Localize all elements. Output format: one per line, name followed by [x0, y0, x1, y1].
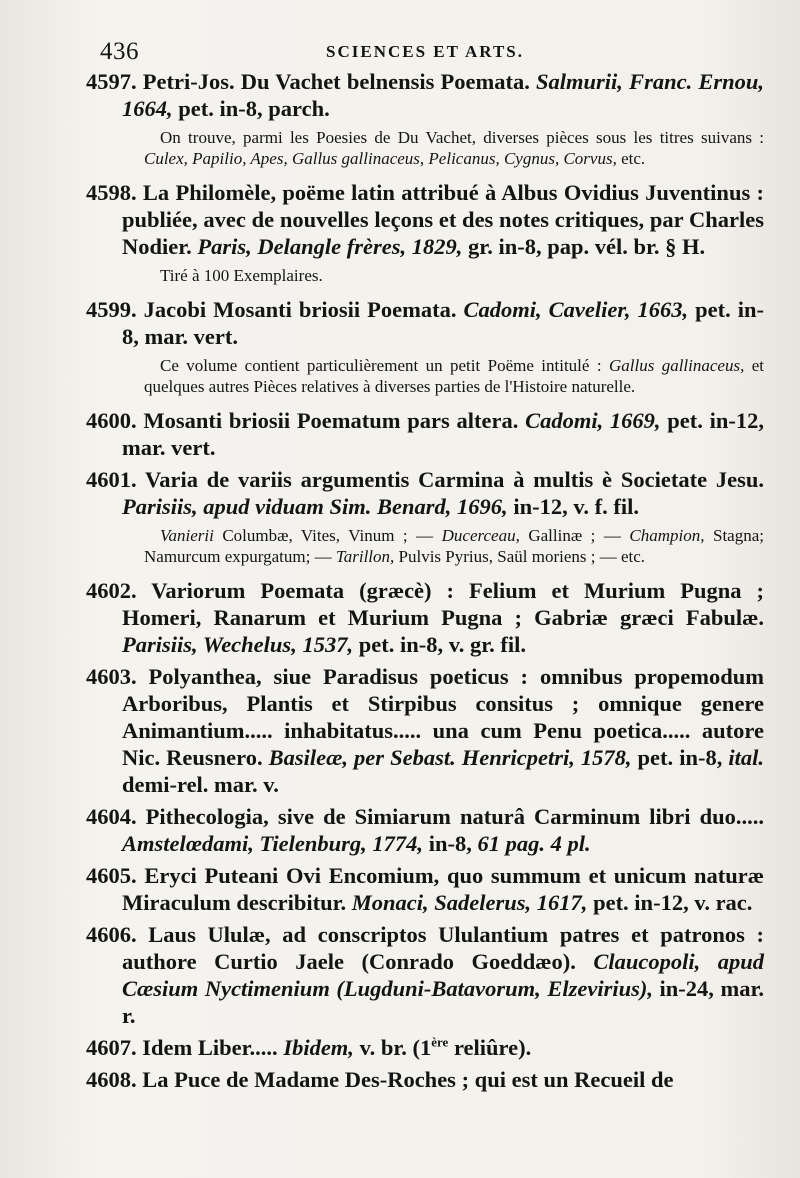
entry-title: Polyanthea, siue Paradisus poeticus : omnibus propemodum Arboribus, Plantis et Stirpibus consitus ; omnique genere Animantium..... inhabitatus..... una cum Penu poetica..... autore Nic. Reusnero.: [122, 664, 764, 770]
entry-number: 4599.: [86, 297, 137, 322]
entry-text: [86, 577, 764, 658]
note-text: Columbæ, Vites, Vinum ; —: [222, 526, 434, 545]
entry-title: La Philomèle, poëme latin attribué à Albus Ovidius Juventinus : publiée, avec de nouvelles leçons et des notes critiques, par Charles Nodier.: [122, 180, 764, 259]
entry-format: gr. in-8, pap. vél. br. § H.: [468, 234, 706, 259]
header-title: SCIENCES ET ARTS.: [326, 42, 524, 61]
entry-imprint: Basileæ, per Sebast. Henricpetri, 1578,: [268, 745, 632, 770]
note-text: Pulvis Pyrius, Saül moriens ; — etc.: [398, 547, 646, 566]
entry-note: [86, 265, 764, 286]
catalog-entry-4602: [86, 577, 764, 658]
entry-format: in-24, mar. r.: [122, 976, 765, 1028]
entry-title: Idem Liber.....: [142, 1035, 278, 1060]
entry-title: Petri-Jos. Du Vachet belnensis Poemata.: [142, 69, 530, 94]
running-head: [86, 26, 764, 64]
entry-title: Eryci Puteani Ovi Encomium, quo summum et unicum naturæ Miraculum describitur.: [122, 863, 765, 915]
page-number: 436: [100, 38, 139, 65]
note-text: Tiré à 100 Exemplaires.: [160, 266, 323, 285]
note-text: Gallinæ ; —: [528, 526, 621, 545]
note-text: Ce volume contient particulièrement un petit Poëme intitulé :: [160, 356, 602, 375]
entry-note: [86, 127, 764, 169]
entry-text: [86, 862, 764, 916]
entry-format: pet. in-8, mar. vert.: [122, 297, 765, 349]
entry-title: Pithecologia, sive de Simiarum naturâ Carminum libri duo.....: [145, 804, 764, 829]
catalog-entry-4604: [86, 803, 764, 857]
entry-format: pet. in-8,: [637, 745, 723, 770]
entry-text: [86, 1034, 764, 1061]
entry-title: La Puce de Madame Des-Roches ; qui est un Recueil de: [142, 1067, 674, 1092]
entry-format: pet. in-8, parch.: [178, 96, 330, 121]
note-text: et quelques autres Pièces relatives à diverses parties de l'Histoire naturelle.: [144, 356, 765, 396]
entry-title: Varia de variis argumentis Carmina à multis è Societate Jesu.: [145, 467, 764, 492]
catalog-entry-4597: [86, 68, 764, 169]
catalog-entry-4608: [86, 1066, 764, 1093]
entry-imprint: Cadomi, Cavelier, 1663,: [463, 297, 689, 322]
entry-imprint: Paris, Delangle frères, 1829,: [197, 234, 463, 259]
superscript: ère: [431, 1034, 449, 1050]
entry-number: 4608.: [86, 1067, 137, 1092]
catalog-entry-4607: [86, 1034, 764, 1061]
entry-text: [86, 663, 764, 798]
entry-imprint: Salmurii, Franc. Ernou, 1664,: [122, 69, 765, 121]
entry-title: Mosanti briosii Poematum pars altera.: [143, 408, 519, 433]
entry-imprint: Parisiis, Wechelus, 1537,: [122, 632, 354, 657]
entry-number: 4605.: [86, 863, 137, 888]
entry-number: 4607.: [86, 1035, 137, 1060]
entry-text: [86, 921, 764, 1029]
entry-imprint: Parisiis, apud viduam Sim. Benard, 1696,: [122, 494, 508, 519]
note-italic-text: Culex, Papilio, Apes, Gallus gallinaceus, Pelicanus, Cygnus, Corvus,: [144, 149, 617, 168]
entry-title: Laus Ululæ, ad conscriptos Ululantium patres et patronos : authore Curtio Jaele (Conrado Goeddæo).: [122, 922, 765, 974]
entry-format-italic: ital.: [728, 745, 764, 770]
entry-imprint: Amstelœdami, Tielenburg, 1774,: [122, 831, 424, 856]
entry-title: Variorum Poemata (græcè) : Felium et Murium Pugna ; Homeri, Ranarum et Murium Pugna ; Gabriæ græci Fabulæ.: [122, 578, 764, 630]
entry-number: 4598.: [86, 180, 137, 205]
entry-format-italic: 61 pag. 4 pl.: [477, 831, 591, 856]
entry-binding: demi-rel. mar. v.: [122, 772, 279, 797]
entry-format: in-8,: [428, 831, 472, 856]
catalog-entry-4601: [86, 466, 764, 567]
note-author: Ducerceau,: [441, 526, 520, 545]
entry-format: pet. in-8, v. gr. fil.: [358, 632, 527, 657]
entry-format: in-12, v. f. fil.: [513, 494, 639, 519]
note-italic-text: Gallus gallinaceus,: [608, 356, 745, 375]
entry-imprint: Claucopoli, apud Cæsium Nyctimenium (Lugduni-Batavorum, Elzevirius),: [122, 949, 764, 1001]
entry-note: [86, 355, 764, 397]
catalog-entry-4600: [86, 407, 764, 461]
note-text: etc.: [621, 149, 646, 168]
entry-text: [86, 803, 764, 857]
entry-number: 4606.: [86, 922, 137, 947]
entry-text: [86, 466, 764, 520]
entry-imprint: Cadomi, 1669,: [525, 408, 661, 433]
entry-number: 4602.: [86, 578, 137, 603]
entry-title: Jacobi Mosanti briosii Poemata.: [143, 297, 457, 322]
entry-text: [86, 407, 764, 461]
note-author: Vanierii: [160, 526, 214, 545]
entry-imprint: Ibidem,: [283, 1035, 354, 1060]
entry-binding: reliûre).: [453, 1035, 532, 1060]
catalog-entry-4606: [86, 921, 764, 1029]
entry-number: 4597.: [86, 69, 137, 94]
entry-number: 4601.: [86, 467, 137, 492]
note-text: On trouve, parmi les Poesies de Du Vachet, diverses pièces sous les titres suivans :: [160, 128, 764, 147]
entry-format: v. br. (1: [359, 1035, 432, 1060]
entry-number: 4603.: [86, 664, 137, 689]
entry-text: [86, 179, 764, 260]
note-author: Tarillon,: [335, 547, 395, 566]
entry-text: [86, 68, 764, 122]
note-author: Champion,: [629, 526, 705, 545]
entry-format: pet. in-12, v. rac.: [593, 890, 753, 915]
catalog-entry-4598: [86, 179, 764, 286]
entry-number: 4604.: [86, 804, 137, 829]
catalog-entry-4605: [86, 862, 764, 916]
catalog-entry-4599: [86, 296, 764, 397]
entry-text: [86, 1066, 764, 1093]
entry-number: 4600.: [86, 408, 137, 433]
catalog-entry-4603: [86, 663, 764, 798]
entry-format: pet. in-12, mar. vert.: [122, 408, 765, 460]
entry-note: [86, 525, 764, 567]
entry-text: [86, 296, 764, 350]
entry-imprint: Monaci, Sadelerus, 1617,: [351, 890, 588, 915]
note-text: Stagna; Namurcum expurgatum; —: [144, 526, 764, 566]
